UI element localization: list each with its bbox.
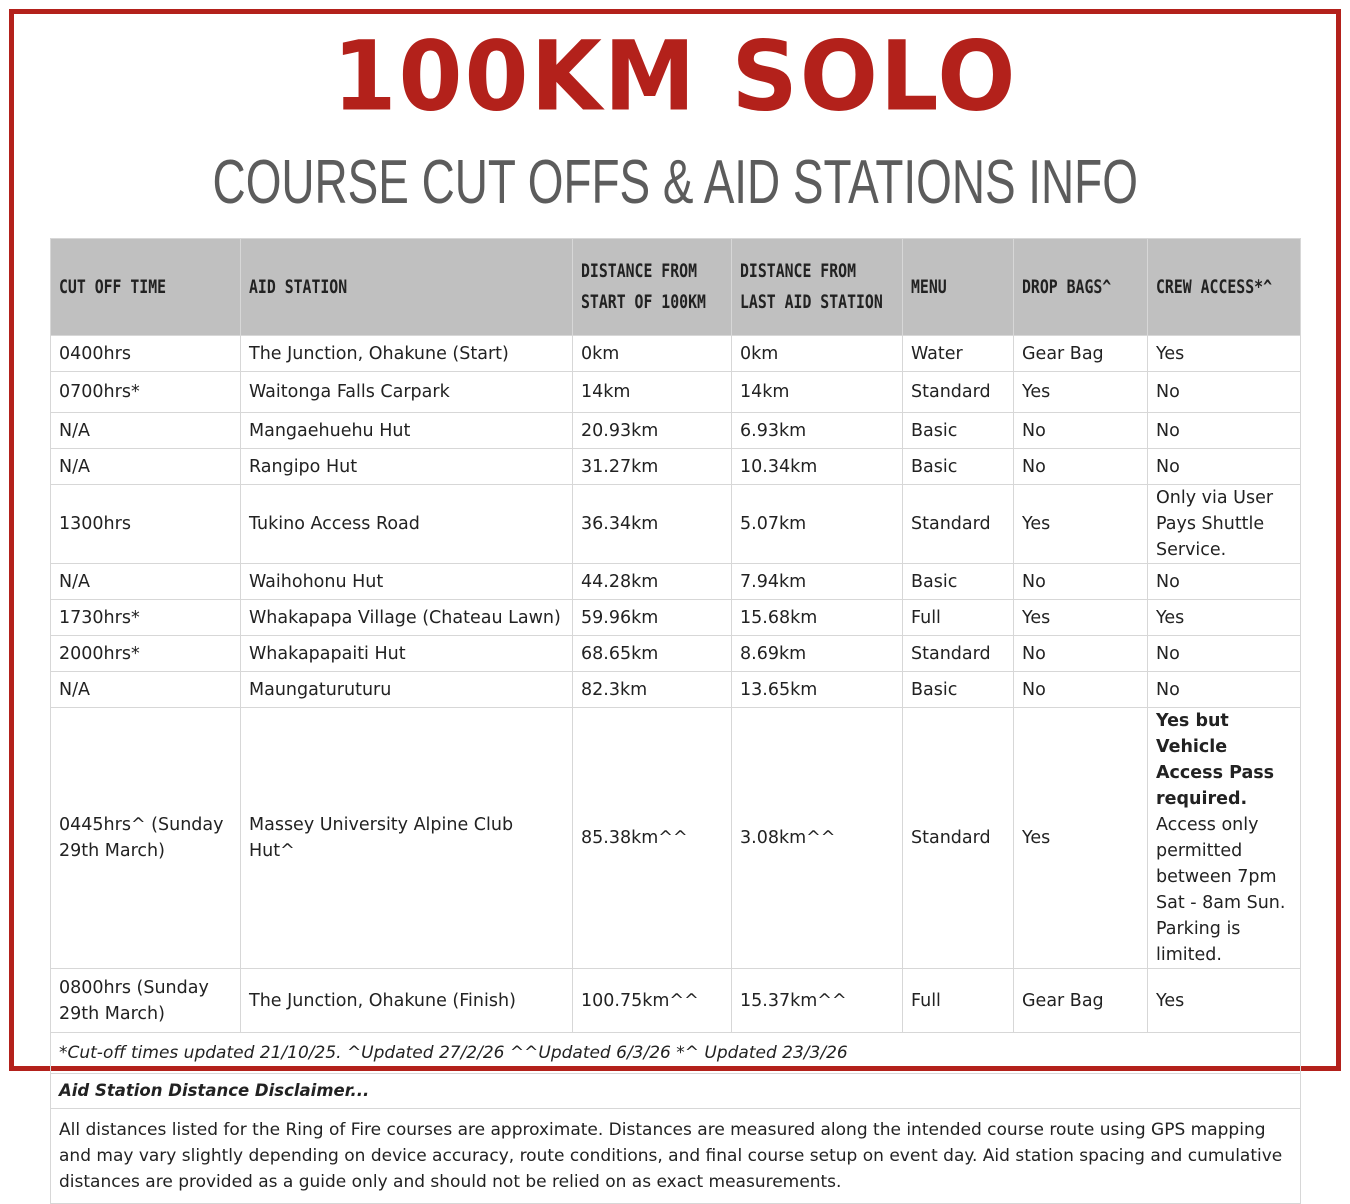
cell-drop-bags: Yes [1014,372,1148,413]
table-row [51,372,1301,413]
cell-menu: Full [903,969,1014,1033]
disclaimer-body-row [51,1109,1301,1204]
cell-distance-from-start: 31.27km [573,449,732,485]
header-aid-station: AID STATION [241,239,573,336]
table-row [51,336,1301,372]
cell-cut-off-time: 0700hrs* [51,372,241,413]
cell-cut-off-time: 0800hrs (Sunday 29th March) [51,969,241,1033]
header-drop-bags: DROP BAGS^ [1014,239,1148,336]
cell-distance-from-start: 20.93km [573,413,732,449]
cell-drop-bags: No [1014,636,1148,672]
cell-distance-from-last: 8.69km [732,636,903,672]
disclaimer-body: All distances listed for the Ring of Fire courses are approximate. Distances are measured along the intended course route using GPS mapping and may vary slightly depending on device accuracy, route conditions, and final course setup on event day. Aid station spacing and cumulative distances are provided as a guide only and should not be relied on as exact measurements. [51,1109,1301,1204]
cell-distance-from-last: 3.08km^^ [732,708,903,969]
cell-aid-station: Massey University Alpine Club Hut^ [241,708,573,969]
cell-menu: Basic [903,564,1014,600]
cell-distance-from-last: 0km [732,336,903,372]
cell-aid-station: Waihohonu Hut [241,564,573,600]
cell-aid-station: Whakapapa Village (Chateau Lawn) [241,600,573,636]
table-row [51,672,1301,708]
cell-distance-from-start: 59.96km [573,600,732,636]
cell-aid-station: The Junction, Ohakune (Finish) [241,969,573,1033]
cell-distance-from-start: 44.28km [573,564,732,600]
header-distance-from-last: DISTANCE FROM LAST AID STATION [732,239,903,336]
cell-cut-off-time: N/A [51,564,241,600]
page-title: 100KM SOLO [332,20,1018,133]
table-row [51,564,1301,600]
cell-distance-from-start: 82.3km [573,672,732,708]
cell-crew-access: Yes [1148,969,1301,1033]
cell-aid-station: The Junction, Ohakune (Start) [241,336,573,372]
cell-menu: Basic [903,449,1014,485]
table-row [51,485,1301,564]
cell-distance-from-start: 36.34km [573,485,732,564]
cell-cut-off-time: N/A [51,449,241,485]
disclaimer-title-row [51,1074,1301,1109]
cell-aid-station: Whakapapaiti Hut [241,636,573,672]
update-note-row [51,1033,1301,1074]
cell-distance-from-start: 68.65km [573,636,732,672]
crew-access-detail: Access only permitted between 7pm Sat - 8am Sun. Parking is limited. [1156,815,1286,965]
cell-distance-from-last: 15.37km^^ [732,969,903,1033]
cell-distance-from-start: 14km [573,372,732,413]
cell-distance-from-last: 14km [732,372,903,413]
cell-crew-access: Yes [1148,600,1301,636]
cell-drop-bags: Yes [1014,485,1148,564]
cell-aid-station: Mangaehuehu Hut [241,413,573,449]
cell-drop-bags: No [1014,672,1148,708]
table-row [51,600,1301,636]
cell-cut-off-time: 0400hrs [51,336,241,372]
cell-crew-access: No [1148,449,1301,485]
page-subtitle: COURSE CUT OFFS & AID STATIONS INFO [212,148,1138,217]
cell-menu: Full [903,600,1014,636]
cell-crew-access: No [1148,672,1301,708]
cell-distance-from-last: 6.93km [732,413,903,449]
table-header-row [51,239,1301,336]
header-menu: MENU [903,239,1014,336]
cell-crew-access: Only via User Pays Shuttle Service. [1148,485,1301,564]
cell-cut-off-time: 1300hrs [51,485,241,564]
table-row [51,708,1301,969]
cell-drop-bags: No [1014,564,1148,600]
table-row [51,413,1301,449]
cell-menu: Standard [903,636,1014,672]
cell-menu: Basic [903,672,1014,708]
cell-cut-off-time: 2000hrs* [51,636,241,672]
cell-cut-off-time: 0445hrs^ (Sunday 29th March) [51,708,241,969]
header-cut-off-time: CUT OFF TIME [51,239,241,336]
cell-distance-from-last: 13.65km [732,672,903,708]
header-distance-from-start: DISTANCE FROM START OF 100KM [573,239,732,336]
cell-distance-from-start: 0km [573,336,732,372]
cell-drop-bags: Gear Bag [1014,969,1148,1033]
update-note: *Cut-off times updated 21/10/25. ^Updated 27/2/26 ^^Updated 6/3/26 *^ Updated 23/3/26 [51,1033,1301,1074]
cell-crew-access: No [1148,372,1301,413]
cell-menu: Standard [903,485,1014,564]
cell-distance-from-last: 5.07km [732,485,903,564]
cell-aid-station: Tukino Access Road [241,485,573,564]
cell-aid-station: Maungaturuturu [241,672,573,708]
cell-cut-off-time: 1730hrs* [51,600,241,636]
cell-crew-access: No [1148,413,1301,449]
cell-cut-off-time: N/A [51,413,241,449]
cell-distance-from-last: 7.94km [732,564,903,600]
cell-drop-bags: Gear Bag [1014,336,1148,372]
cell-drop-bags: Yes [1014,600,1148,636]
aid-stations-table [50,238,1301,1204]
disclaimer-title: Aid Station Distance Disclaimer... [51,1074,1301,1109]
cell-crew-access: No [1148,564,1301,600]
cell-crew-access [1148,708,1301,969]
cell-menu: Basic [903,413,1014,449]
crew-access-bold: Yes but Vehicle Access Pass required. [1156,711,1275,809]
table-row [51,969,1301,1033]
cell-distance-from-last: 15.68km [732,600,903,636]
cell-menu: Water [903,336,1014,372]
cell-drop-bags: No [1014,413,1148,449]
cell-drop-bags: No [1014,449,1148,485]
cell-drop-bags: Yes [1014,708,1148,969]
cell-crew-access: No [1148,636,1301,672]
cell-aid-station: Waitonga Falls Carpark [241,372,573,413]
cell-aid-station: Rangipo Hut [241,449,573,485]
table-row [51,636,1301,672]
cell-menu: Standard [903,708,1014,969]
cell-crew-access: Yes [1148,336,1301,372]
cell-menu: Standard [903,372,1014,413]
cell-cut-off-time: N/A [51,672,241,708]
cell-distance-from-start: 85.38km^^ [573,708,732,969]
cell-distance-from-start: 100.75km^^ [573,969,732,1033]
header-crew-access: CREW ACCESS*^ [1148,239,1301,336]
cell-distance-from-last: 10.34km [732,449,903,485]
table-row [51,449,1301,485]
